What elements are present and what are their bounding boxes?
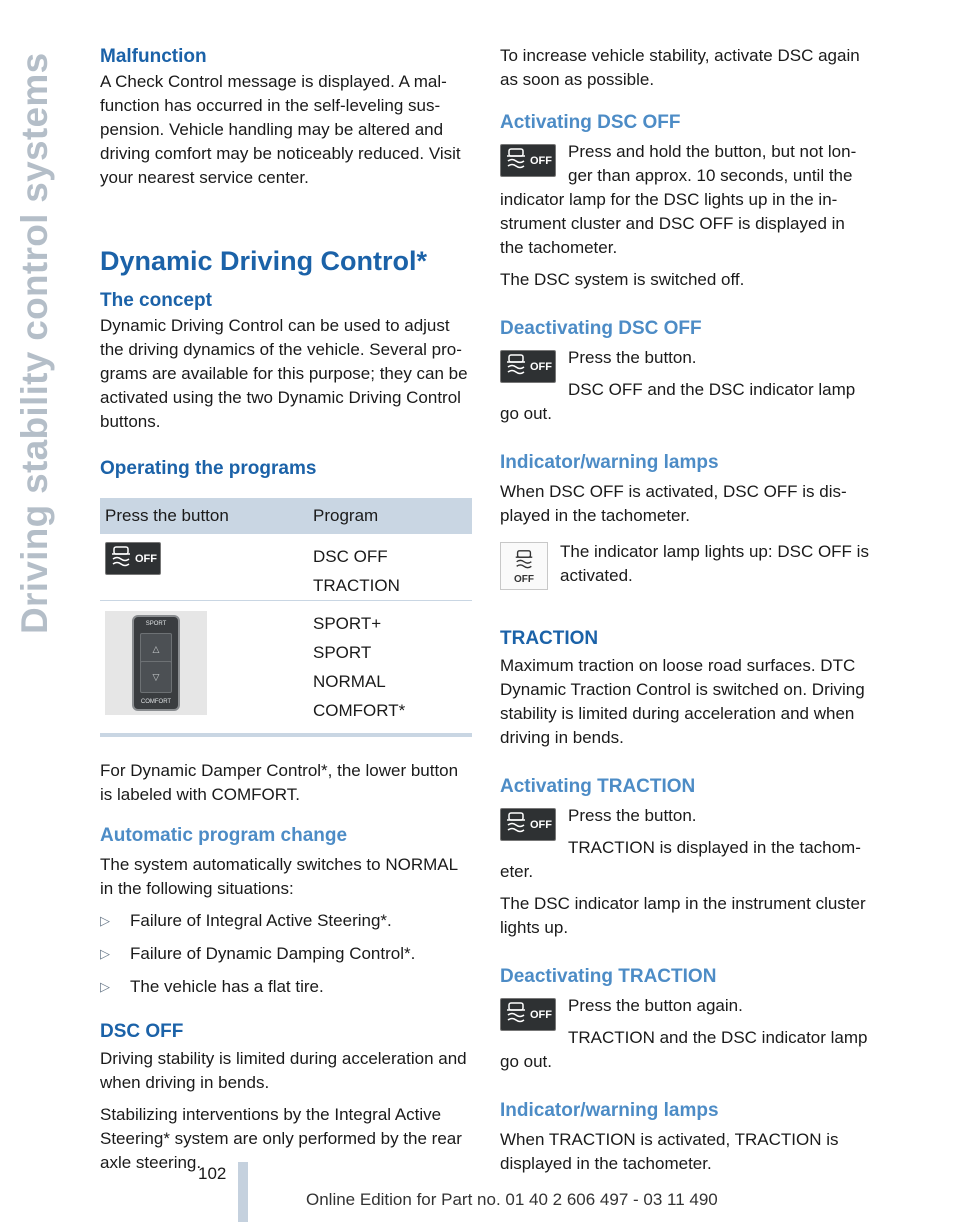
ddc-heading: Dynamic Driving Control*: [100, 246, 428, 276]
sport-comfort-switch-image: [105, 611, 207, 715]
program-sport: SPORT: [313, 643, 372, 662]
dsc-off-button-image: [500, 144, 556, 177]
dsc-off-indicator-lamp-image: [500, 542, 548, 590]
activating-dsc-off-heading: Activating DSC OFF: [500, 112, 681, 133]
arrow-down-icon: ▽: [140, 661, 172, 693]
traction-text: Maximum traction on loose road surfaces. DTC Dynamic Traction Control is switched on. Driving stability is limited during acceleration and when driving in bends.: [500, 656, 865, 747]
triangle-bullet-icon: ▷: [100, 913, 110, 928]
triangle-bullet-icon: ▷: [100, 979, 110, 994]
dsc-off-button-image: [500, 808, 556, 841]
indicator-text-2: When TRACTION is activated, TRACTION is displayed in the tachometer.: [500, 1130, 839, 1173]
dsc-car-skid-icon: [109, 545, 133, 572]
button-off-label: OFF: [135, 552, 157, 565]
right-column: [500, 44, 872, 1184]
deactivating-traction-heading: Deactivating TRACTION: [500, 966, 717, 987]
list-item: ▷ Failure of Integral Active Steering*.: [100, 909, 472, 933]
left-column: [100, 44, 472, 1183]
table-bottom-rule: [100, 733, 472, 737]
dsc-off-button-image: [500, 350, 556, 383]
lamp-off-label: OFF: [514, 573, 534, 585]
dsc-car-skid-icon: [504, 811, 528, 838]
switch-top-label: SPORT: [145, 621, 167, 627]
indicator-text-1: When DSC OFF is activated, DSC OFF is displayed in the tachometer.: [500, 482, 847, 525]
button-off-label: OFF: [530, 360, 552, 373]
traction-heading: TRACTION: [500, 628, 599, 649]
deactivating-traction-text-1: Press the button again.: [568, 996, 743, 1015]
activating-traction-text-3: The DSC indicator lamp in the instrument cluster lights up.: [500, 894, 866, 937]
activating-traction-text-2: TRACTION is displayed in the tachometer.: [500, 838, 861, 881]
damper-text: For Dynamic Damper Control*, the lower button is labeled with COMFORT.: [100, 761, 459, 804]
dsc-car-skid-icon: [504, 353, 528, 380]
dsc-car-skid-icon: [504, 147, 528, 174]
rocker-switch: [132, 615, 180, 711]
dsc-off-text-2: Stabilizing interventions by the Integral Active Steering* system are only performed by the rear axle steering.: [100, 1105, 462, 1172]
deactivating-dsc-off-heading: Deactivating DSC OFF: [500, 318, 702, 339]
button-off-label: OFF: [530, 1008, 552, 1021]
dsc-off-heading: DSC OFF: [100, 1021, 184, 1042]
auto-change-list: [100, 909, 472, 999]
triangle-bullet-icon: ▷: [100, 946, 110, 961]
program-dsc-off: DSC OFF: [313, 547, 388, 566]
page-number: 102: [198, 1164, 227, 1183]
dsc-switched-off-text: The DSC system is switched off.: [500, 270, 745, 289]
dsc-off-text-1: Driving stability is limited during acceleration and when driving in bends.: [100, 1049, 467, 1092]
indicator-lamps-heading-1: Indicator/warning lamps: [500, 452, 719, 473]
table-header-button: Press the button: [100, 498, 308, 534]
button-off-label: OFF: [530, 818, 552, 831]
indicator-lamp-text: The indicator lamp lights up: DSC OFF is activated.: [560, 542, 869, 585]
dsc-off-button-image: [105, 542, 161, 575]
program-comfort: COMFORT*: [313, 701, 406, 720]
deactivating-dsc-off-text-1: Press the button.: [568, 348, 697, 367]
concept-text: Dynamic Driving Control can be used to adjust the driving dynamics of the vehicle. Several programs are available for this purpose; they can be activated using the two Dynamic Driving Control buttons.: [100, 316, 468, 431]
deactivating-traction-text-2: TRACTION and the DSC indicator lamp go out.: [500, 1028, 868, 1071]
intro-text: To increase vehicle stability, activate DSC again as soon as possible.: [500, 46, 860, 89]
program-normal: NORMAL: [313, 672, 386, 691]
table-row: [100, 534, 472, 601]
program-sport-plus: SPORT+: [313, 614, 382, 633]
dsc-off-button-image: [500, 998, 556, 1031]
online-edition-text: Online Edition for Part no. 01 40 2 606 497 - 03 11 490: [306, 1190, 718, 1209]
dsc-car-skid-icon: [504, 1001, 528, 1028]
auto-change-text: The system automatically switches to NORMAL in the following situations:: [100, 855, 458, 898]
auto-change-heading: Automatic program change: [100, 825, 348, 846]
indicator-lamps-heading-2: Indicator/warning lamps: [500, 1100, 719, 1121]
arrow-up-icon: △: [140, 633, 172, 665]
malfunction-heading: Malfunction: [100, 46, 207, 67]
program-traction: TRACTION: [313, 576, 400, 595]
side-section-title: Driving stability control systems: [14, 52, 55, 634]
table-row: [100, 601, 472, 732]
list-item: ▷ Failure of Dynamic Damping Control*.: [100, 942, 472, 966]
dsc-car-skid-icon: [513, 548, 535, 575]
malfunction-text: A Check Control message is displayed. A malfunction has occurred in the self-leveling suspension. Vehicle handling may be altered and driving comfort may be noticeably reduced. Visit your nearest service center.: [100, 72, 461, 187]
table-header-program: Program: [308, 498, 472, 534]
footer-bar: [238, 1162, 248, 1222]
deactivating-dsc-off-text-2: DSC OFF and the DSC indicator lamp go out.: [500, 380, 856, 423]
concept-heading: The concept: [100, 290, 212, 311]
activating-traction-heading: Activating TRACTION: [500, 776, 696, 797]
activating-dsc-off-text: Press and hold the button, but not longer than approx. 10 seconds, until the indicator lamp for the DSC lights up in the instrument cluster and DSC OFF is displayed in the tachometer.: [500, 142, 857, 257]
operating-heading: Operating the programs: [100, 458, 317, 479]
list-item: ▷ The vehicle has a flat tire.: [100, 975, 472, 999]
button-off-label: OFF: [530, 154, 552, 167]
activating-traction-text-1: Press the button.: [568, 806, 697, 825]
program-table: [100, 498, 472, 731]
switch-bottom-label: COMFORT: [140, 699, 172, 705]
